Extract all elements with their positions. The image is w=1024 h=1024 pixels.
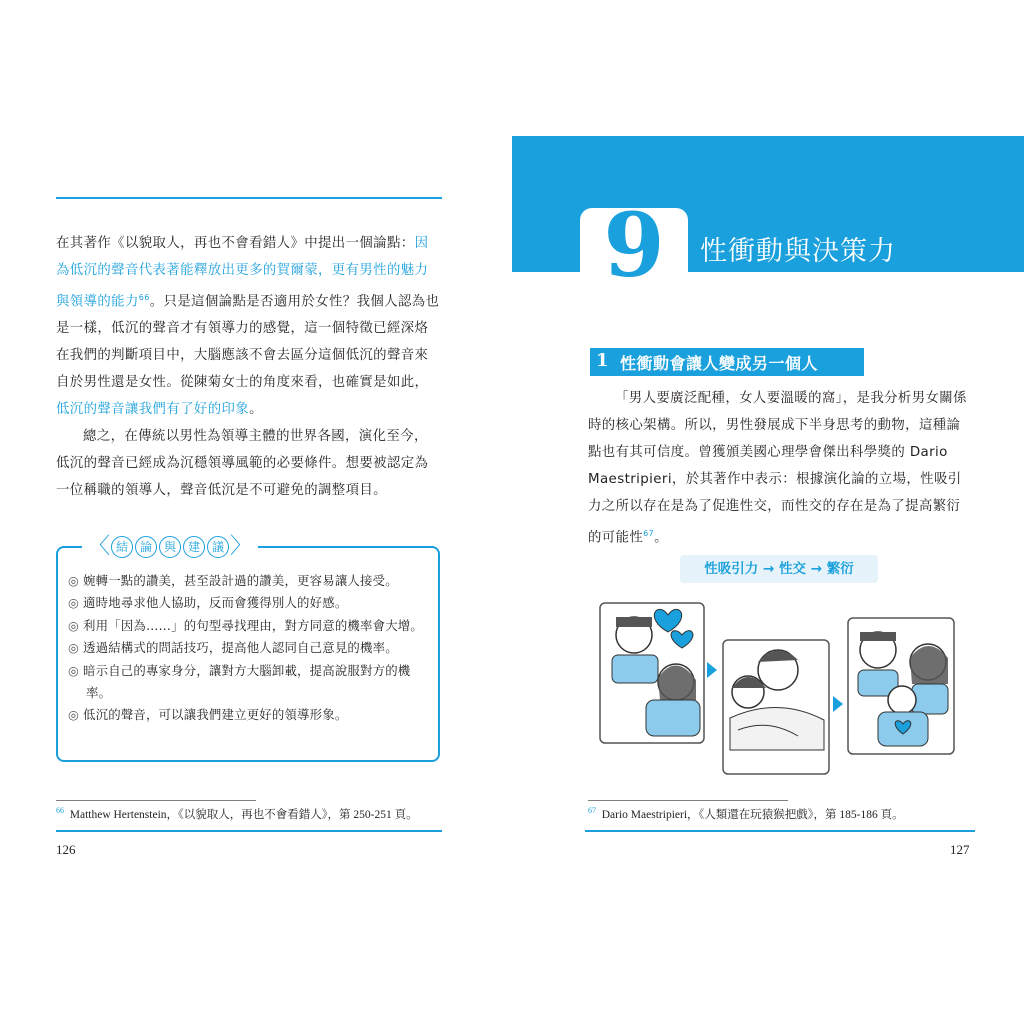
text-end: 。 — [249, 402, 263, 418]
summary-list — [68, 570, 428, 727]
list-item — [68, 615, 428, 637]
left-bottom-rule — [56, 830, 442, 832]
bullet-icon: ◎ — [68, 662, 80, 678]
flow-label: 性吸引力 → 性交 → 繁衍 — [680, 555, 878, 583]
paragraph-end: 。 — [654, 530, 668, 546]
footnote-text: Dario Maestripieri，《人類還在玩猿猴把戲》，第 185-186 頁。 — [601, 809, 904, 821]
chapter-number: 9 — [603, 193, 665, 297]
left-footnote-rule — [56, 800, 256, 801]
section-number: 1 — [596, 350, 609, 371]
bullet-icon: ◎ — [68, 640, 80, 656]
text-highlight: 因為低沉的聲音代表著能釋放出更多的賀爾蒙，更有男性的魅力與領導的能力 — [56, 236, 429, 310]
title-char: 結 — [111, 536, 133, 558]
page-number-right: 127 — [950, 842, 970, 857]
title-char: 論 — [135, 536, 157, 558]
bullet-icon: ◎ — [68, 595, 80, 611]
summary-box-title — [82, 532, 258, 562]
left-footnote — [56, 806, 442, 822]
list-item-text: 透過結構式的問話技巧，提高他人認同自己意見的機率。 — [83, 640, 398, 656]
list-item-text: 低沉的聲音，可以讓我們建立更好的領導形象。 — [83, 707, 348, 723]
comic-panel-3 — [848, 618, 954, 754]
right-footnote-rule — [588, 800, 788, 801]
chevron-right-icon: 〉 — [230, 534, 253, 559]
text-plain: 在其著作《以貌取人，再也不會看錯人》中提出一個論點： — [56, 236, 415, 251]
section-heading — [590, 348, 864, 376]
comic-panel-1 — [600, 603, 704, 743]
text-highlight: 低沉的聲音讓我們有了好的印象 — [56, 402, 250, 418]
list-item — [68, 637, 428, 659]
footnote-number: 67 — [588, 806, 596, 816]
list-item-text: 暗示自己的專家身分，讓對方大腦卸載，提高說服對方的機率。 — [83, 662, 411, 701]
paragraph-text: 「男人要廣泛配種，女人要溫暖的窩」，是我分析男女關係時的核心架構。所以，男性發展成下半身思考的動物，這種論點也有其可信度。曾獲頒美國心理學會傑出科學獎的 Dario Maestripieri，於其著作中表示：根據演化論的立場，性吸引力之所以存在是為了促進性交，而性交的存在是為了提高繁衍的可能性 — [588, 391, 967, 546]
list-item — [68, 704, 428, 726]
footnote-number: 66 — [56, 806, 64, 816]
footnote-ref-67[interactable]: 67 — [643, 529, 655, 538]
comic-illustration — [598, 600, 960, 780]
chevron-left-icon: 〈 — [88, 534, 111, 559]
list-item-text: 婉轉一點的讚美，甚至設計過的讚美，更容易讓人接受。 — [83, 573, 398, 588]
comic-panel-2 — [723, 640, 829, 774]
title-char: 建 — [183, 536, 205, 558]
title-char: 議 — [207, 536, 229, 558]
section-title: 性衝動會讓人變成另一個人 — [620, 354, 819, 373]
text-plain: 。只是這個論點是否適用於女性？我個人認為也是一樣，低沉的聲音才有領導力的感覺，這一個特徵已經深烙在我們的判斷項目中，大腦應該不會去區分這個低沉的聲音來自於男性還是女性。從陳菊女士的角度來看，也確實是如此， — [56, 294, 440, 391]
list-item — [68, 570, 428, 592]
page-number-left: 126 — [56, 842, 76, 857]
footnote-text: Matthew Hertenstein，《以貌取人，再也不會看錯人》，第 250-251 頁。 — [69, 809, 418, 821]
left-paragraph-2: 總之，在傳統以男性為領導主體的世界各國，演化至今，低沉的聲音已經成為沉穩領導風範的必要條件。想要被認定為一位稱職的領導人，聲音低沉是不可避免的調整項目。 — [56, 429, 429, 499]
list-item-text: 適時地尋求他人協助，反而會獲得別人的好感。 — [83, 595, 348, 611]
list-item — [68, 592, 428, 614]
right-footnote — [588, 806, 974, 822]
left-paragraph-1 — [56, 230, 440, 504]
title-char: 與 — [159, 536, 181, 558]
footnote-ref-66[interactable]: 66 — [138, 293, 150, 302]
bullet-icon: ◎ — [68, 707, 80, 723]
chapter-title: 性衝動與決策力 — [700, 236, 896, 267]
left-top-rule — [56, 197, 442, 199]
right-bottom-rule — [585, 830, 975, 832]
list-item-text: 利用「因為……」的句型尋找理由，對方同意的機率會大增。 — [83, 617, 423, 633]
list-item — [68, 660, 428, 705]
bullet-icon: ◎ — [68, 573, 80, 588]
bullet-icon: ◎ — [68, 617, 80, 633]
right-paragraph — [588, 385, 972, 551]
